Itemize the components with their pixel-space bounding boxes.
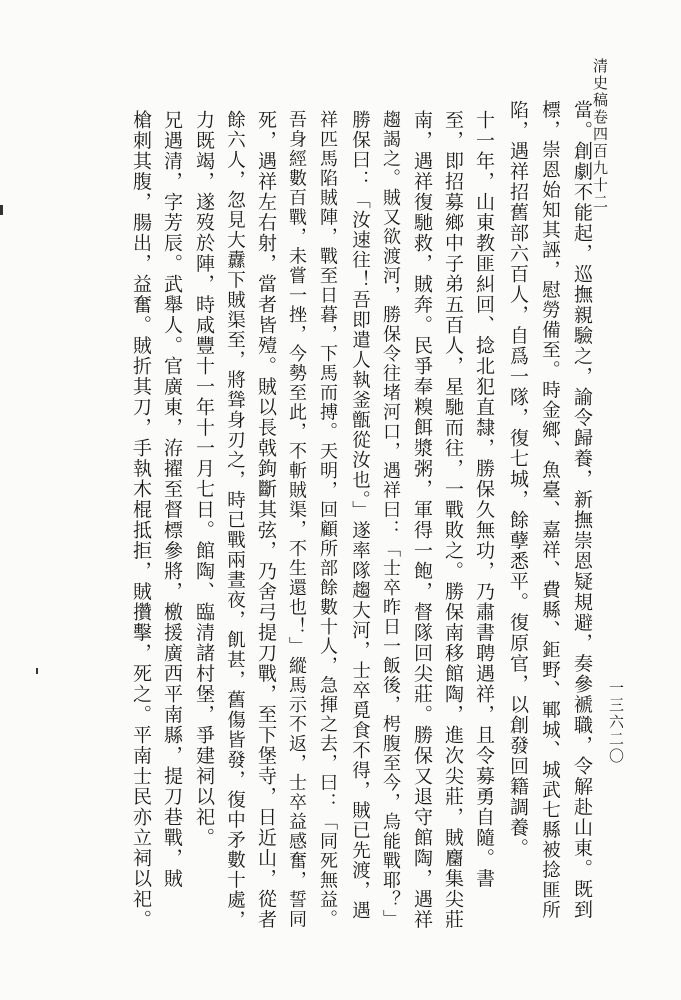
text-column: 趨謁之。賊又欲渡河，勝保令往堵河口，遇祥曰：「士卒昨日一飯後，枵腹至今，烏能戰耶？」 bbox=[380, 110, 401, 929]
page-number: 一三六二〇 bbox=[607, 680, 625, 765]
text-column: 祥匹馬陷賊陣，戰至日暮，下馬而搏。天明，回顧所部餘數十人，急揮之去，曰：「同死無益。 bbox=[317, 110, 338, 929]
text-column: 勝保曰：「汝速往！吾即遣人執釜甑從汝也。」遂率隊趨大河，士卒覓食不得，賊已先渡，遇 bbox=[349, 110, 371, 921]
text-column: 吾身經數百戰，未嘗一挫，今勢至此，不斬賊渠，不生還也！」縱馬示不返，士卒益感奮，誓同 bbox=[286, 110, 307, 929]
scan-speck bbox=[0, 205, 3, 215]
text-column: 至，即招募鄉中子弟五百人，星馳而往，一戰敗之。勝保南移館陶，進次尖莊，賊麕集尖莊 bbox=[442, 110, 464, 930]
text-column: 當。創劇不能起，巡撫親驗之，諭令歸養，新撫崇恩疑規避，奏參褫職，令解赴山東。既到 bbox=[571, 100, 593, 920]
text-column: 十一年，山東教匪糾回、捻北犯直隸，勝保久無功，乃肅書聘遇祥，且令募勇自隨。書 bbox=[473, 110, 495, 889]
text-column: 槍刺其腹，腸出，益奮。賊折其刀，手執木棍抵拒，賊攢擊，死之。平南士民亦立祠以祀。 bbox=[130, 110, 152, 930]
text-column: 力既竭，遂歿於陣，時咸豐十一年十一月七日。館陶、臨清諸村堡，爭建祠以祀。 bbox=[193, 110, 215, 848]
text-column: 死，遇祥左右射，當者皆殪。賊以長戟鉤斷其弦，乃舍弓提刀戰，至下堡寺，日近山，從者 bbox=[255, 110, 277, 930]
text-column: 南，遇祥復馳救，賊奔。民爭奉糗餌漿粥，軍得一飽，督隊回尖莊。勝保又退守館陶，遇祥 bbox=[411, 110, 433, 930]
running-head: 清史稿卷四百九十二 bbox=[591, 58, 609, 211]
text-column: 標，崇恩始知其誣，慰勞備至。時金鄉、魚臺、嘉祥、費縣、鉅野、鄆城、城武七縣被捻匪所 bbox=[539, 100, 561, 920]
scan-speck bbox=[36, 668, 38, 674]
text-column: 兄遇清，字芳辰。武舉人。官廣東，洊擢至督標參將，檄援廣西平南縣，提刀巷戰，賊 bbox=[161, 110, 183, 889]
text-column: 餘六人，忽見大纛下賊渠至，將聳身刃之，時已戰兩晝夜，飢甚，舊傷皆發，復中矛數十處， bbox=[224, 110, 246, 930]
text-column: 陷，遇祥招舊部六百人，自爲一隊，復七城，餘孽悉平。復原官，以創發回籍調養。 bbox=[507, 100, 529, 859]
